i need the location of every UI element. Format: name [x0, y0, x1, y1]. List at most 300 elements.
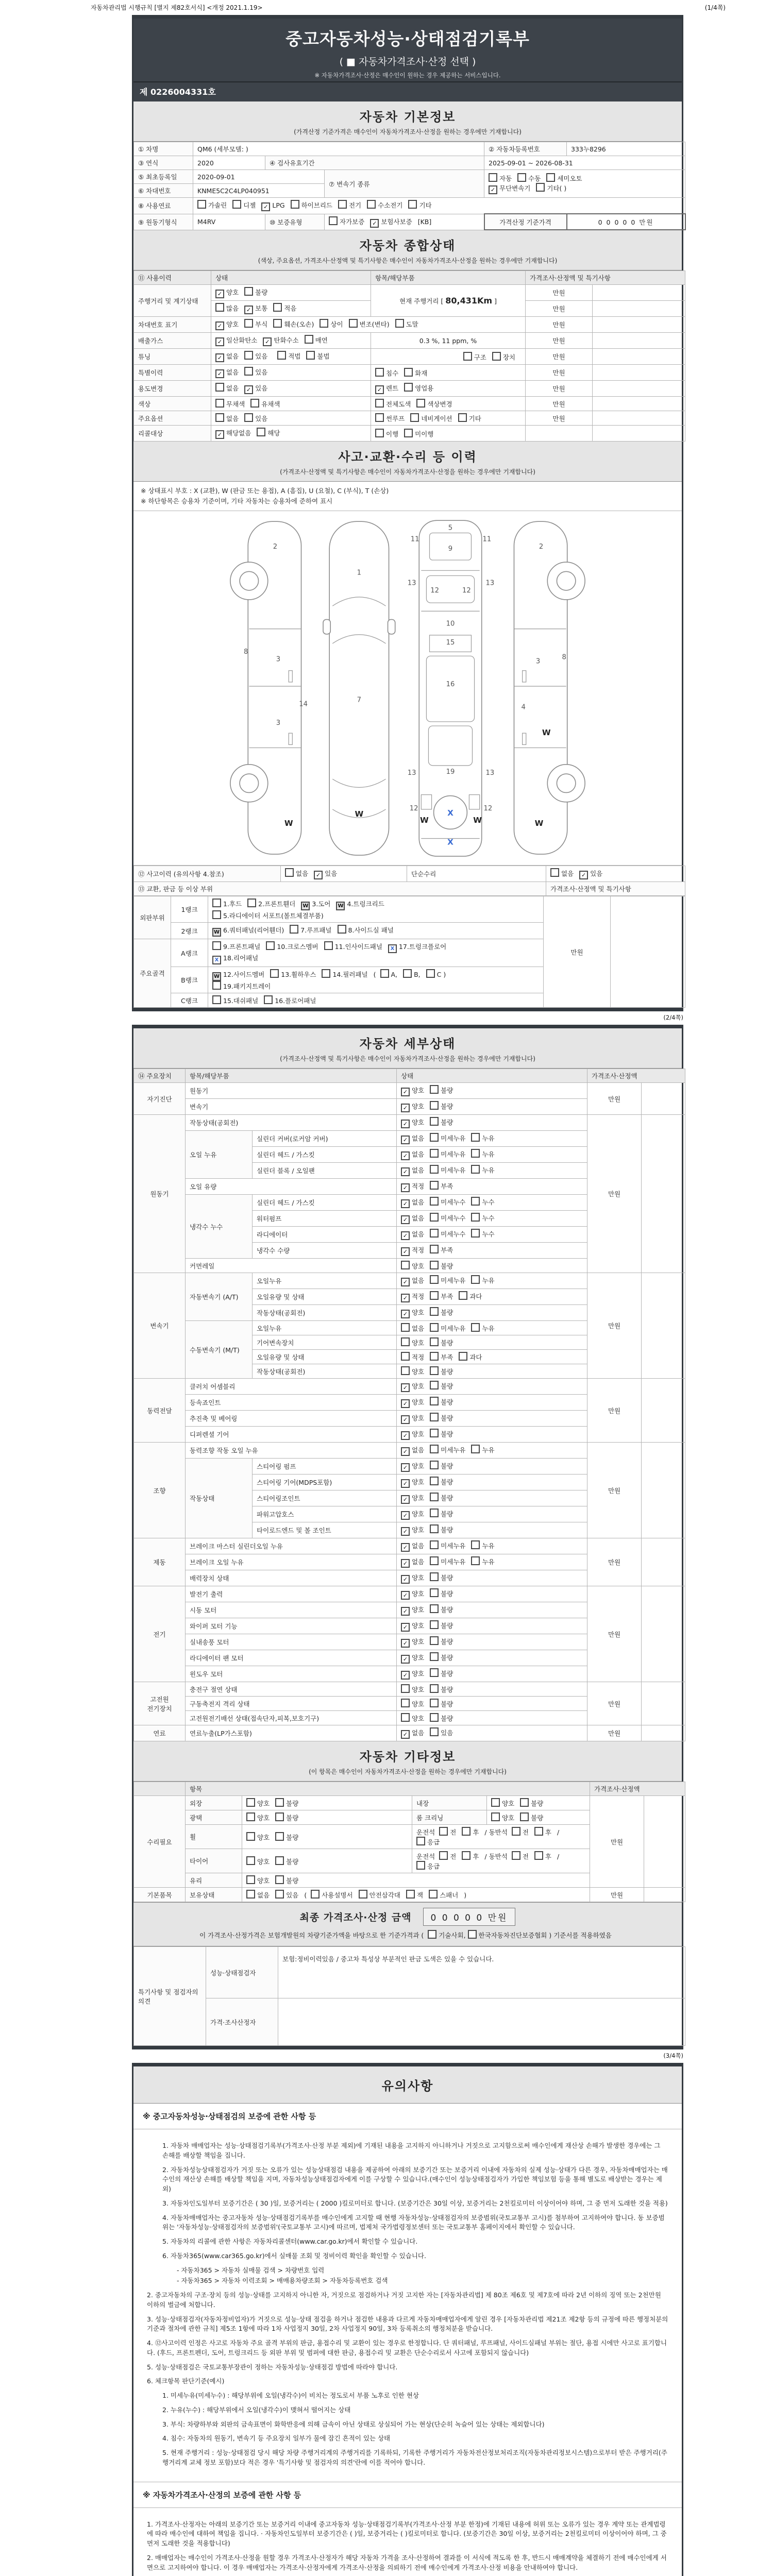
- checkbox[interactable]: [408, 200, 417, 209]
- checkbox-option[interactable]: [401, 1637, 424, 1648]
- checkbox[interactable]: [305, 335, 313, 344]
- checkbox[interactable]: [439, 1827, 448, 1836]
- checkbox-option[interactable]: [546, 173, 582, 183]
- checkbox-option[interactable]: [401, 1573, 424, 1584]
- checkbox-option[interactable]: [462, 1827, 479, 1837]
- checkbox-option[interactable]: [430, 1366, 453, 1376]
- checkbox-option[interactable]: [314, 869, 337, 879]
- checkbox-option[interactable]: [430, 1181, 453, 1191]
- checkbox[interactable]: [430, 1684, 439, 1693]
- checkbox[interactable]: [244, 287, 253, 296]
- checkbox-option[interactable]: [401, 1352, 424, 1362]
- checkbox[interactable]: [329, 216, 338, 225]
- checkbox[interactable]: [430, 1307, 439, 1316]
- checkbox[interactable]: [471, 1445, 480, 1453]
- checkbox[interactable]: [416, 1837, 425, 1845]
- checkbox-option[interactable]: [430, 1699, 453, 1708]
- checkbox-option[interactable]: [401, 1589, 424, 1600]
- checkbox-option[interactable]: [215, 287, 239, 298]
- checkbox[interactable]: [270, 969, 279, 978]
- checkbox-option[interactable]: [430, 1291, 453, 1301]
- checkbox[interactable]: [244, 319, 253, 328]
- checkbox[interactable]: [401, 1699, 410, 1707]
- checkbox-option[interactable]: [285, 868, 308, 878]
- checkbox[interactable]: [212, 995, 221, 1004]
- checkbox-option[interactable]: [401, 1669, 424, 1680]
- checkbox[interactable]: [375, 429, 384, 437]
- checkbox-option[interactable]: [275, 1890, 298, 1900]
- w-mark-checkbox[interactable]: W: [212, 928, 221, 937]
- checkbox[interactable]: [215, 413, 224, 422]
- checkbox[interactable]: [430, 1636, 439, 1645]
- checkbox-option[interactable]: [520, 1798, 543, 1808]
- checkbox[interactable]: [277, 351, 286, 360]
- checkbox-option[interactable]: [244, 303, 267, 314]
- checked-checkbox[interactable]: ✓: [401, 1671, 410, 1680]
- checkbox[interactable]: [404, 368, 413, 377]
- checkbox-option[interactable]: [404, 368, 427, 378]
- checkbox-option[interactable]: [215, 383, 239, 393]
- checkbox-option[interactable]: [404, 383, 433, 393]
- checkbox[interactable]: [212, 981, 221, 990]
- w-mark-checkbox[interactable]: W: [212, 972, 221, 981]
- checked-checkbox[interactable]: ✓: [401, 1639, 410, 1648]
- checkbox-option[interactable]: [401, 1197, 424, 1208]
- checkbox-option[interactable]: [430, 1165, 465, 1175]
- checked-checkbox[interactable]: ✓: [489, 185, 497, 194]
- checkbox-option[interactable]: [401, 1653, 424, 1664]
- checkbox[interactable]: [430, 1572, 439, 1581]
- checkbox[interactable]: [428, 1930, 436, 1939]
- checkbox-option[interactable]: [212, 910, 324, 920]
- checkbox[interactable]: [349, 319, 358, 328]
- checkbox-option[interactable]: [215, 413, 239, 423]
- checkbox[interactable]: [458, 413, 467, 422]
- checked-checkbox[interactable]: ✓: [215, 337, 224, 346]
- checkbox-option[interactable]: [401, 1493, 424, 1504]
- checkbox-option[interactable]: [212, 953, 258, 964]
- checkbox[interactable]: [215, 399, 224, 408]
- checkbox-option[interactable]: [212, 925, 284, 937]
- checked-checkbox[interactable]: ✓: [401, 1511, 410, 1520]
- checkbox-option[interactable]: [305, 335, 328, 345]
- checkbox[interactable]: [430, 1352, 439, 1361]
- checked-checkbox[interactable]: ✓: [215, 353, 224, 362]
- checkbox-option[interactable]: [401, 1728, 424, 1739]
- checked-checkbox[interactable]: ✓: [401, 1559, 410, 1568]
- checkbox-option[interactable]: [277, 351, 300, 361]
- checkbox[interactable]: [291, 200, 299, 209]
- checked-checkbox[interactable]: ✓: [401, 1199, 410, 1208]
- checkbox-option[interactable]: [246, 1890, 270, 1900]
- checkbox[interactable]: [416, 1861, 425, 1870]
- checked-checkbox[interactable]: ✓: [401, 1730, 410, 1739]
- checkbox[interactable]: [491, 1798, 500, 1807]
- checkbox[interactable]: [430, 1620, 439, 1629]
- checkbox-option[interactable]: [401, 1621, 424, 1632]
- checkbox-option[interactable]: [430, 1101, 453, 1111]
- checked-checkbox[interactable]: ✓: [401, 1591, 410, 1600]
- checkbox-option[interactable]: [491, 1812, 514, 1822]
- checked-checkbox[interactable]: ✓: [401, 1167, 410, 1176]
- checkbox-option[interactable]: [244, 413, 267, 423]
- checkbox-option[interactable]: [468, 1930, 547, 1940]
- checkbox-option[interactable]: [264, 995, 316, 1005]
- checkbox-option[interactable]: [246, 1856, 270, 1866]
- checkbox[interactable]: [471, 1165, 480, 1174]
- checkbox[interactable]: [534, 1827, 543, 1836]
- checkbox-option[interactable]: [322, 969, 367, 979]
- checkbox-option[interactable]: [401, 1165, 424, 1176]
- checkbox-option[interactable]: [338, 925, 394, 935]
- checkbox[interactable]: [520, 1798, 529, 1807]
- checkbox[interactable]: [429, 1890, 438, 1899]
- checkbox[interactable]: [322, 969, 330, 978]
- checkbox-option[interactable]: [246, 1798, 270, 1808]
- checkbox-option[interactable]: [520, 1812, 543, 1822]
- checkbox[interactable]: [215, 303, 224, 312]
- w-mark-checkbox[interactable]: W: [336, 902, 345, 910]
- checkbox[interactable]: [375, 413, 384, 422]
- checkbox-option[interactable]: [401, 1413, 424, 1424]
- checkbox-option[interactable]: [401, 1245, 424, 1256]
- checkbox[interactable]: [401, 1684, 410, 1693]
- checkbox[interactable]: [197, 200, 206, 209]
- checkbox-option[interactable]: [215, 399, 245, 409]
- checkbox-option[interactable]: [534, 1827, 551, 1837]
- checkbox-option[interactable]: [416, 1837, 440, 1846]
- checkbox-option[interactable]: [212, 941, 260, 951]
- checkbox-option[interactable]: [430, 1604, 453, 1614]
- checkbox-option[interactable]: [306, 351, 329, 361]
- checkbox-option[interactable]: [459, 1352, 482, 1362]
- checkbox[interactable]: [430, 1524, 439, 1533]
- checkbox-option[interactable]: [430, 1620, 453, 1630]
- checkbox-option[interactable]: [430, 1668, 453, 1678]
- checkbox-option[interactable]: [359, 1890, 400, 1900]
- checkbox-option[interactable]: [406, 1890, 423, 1900]
- checkbox[interactable]: [536, 183, 545, 192]
- checkbox-option[interactable]: [512, 1827, 529, 1837]
- checkbox-option[interactable]: [401, 1261, 424, 1270]
- checkbox[interactable]: [212, 910, 221, 919]
- checkbox[interactable]: [463, 352, 472, 361]
- checkbox[interactable]: [257, 428, 265, 436]
- checkbox-option[interactable]: [232, 200, 256, 210]
- checkbox[interactable]: [430, 1381, 439, 1389]
- checkbox-option[interactable]: [416, 1861, 440, 1871]
- checked-checkbox[interactable]: ✓: [314, 871, 323, 879]
- checkbox[interactable]: [375, 368, 384, 377]
- checked-checkbox[interactable]: ✓: [401, 1151, 410, 1160]
- x-mark-checkbox[interactable]: X: [212, 956, 221, 964]
- checkbox-option[interactable]: [430, 1085, 453, 1095]
- checkbox[interactable]: [246, 1875, 255, 1884]
- checkbox-option[interactable]: [439, 1827, 456, 1837]
- checkbox-option[interactable]: [367, 200, 402, 210]
- checkbox-option[interactable]: [197, 200, 227, 210]
- checkbox-option[interactable]: [471, 1275, 494, 1285]
- checked-checkbox[interactable]: ✓: [401, 1215, 410, 1224]
- checkbox-option[interactable]: [471, 1133, 494, 1143]
- checkbox[interactable]: [517, 173, 526, 182]
- checkbox[interactable]: [404, 383, 413, 392]
- checkbox-option[interactable]: [275, 1812, 298, 1822]
- checkbox[interactable]: [491, 1812, 500, 1821]
- checkbox-option[interactable]: [430, 1261, 453, 1270]
- checkbox[interactable]: [462, 1827, 470, 1836]
- checkbox-option[interactable]: [517, 173, 541, 183]
- checkbox-option[interactable]: [270, 969, 316, 979]
- checkbox-option[interactable]: [416, 399, 452, 409]
- checkbox-option[interactable]: [375, 383, 398, 394]
- checkbox[interactable]: [520, 1812, 529, 1821]
- checkbox-option[interactable]: [401, 1684, 424, 1694]
- checkbox[interactable]: [471, 1133, 480, 1142]
- checkbox-option[interactable]: [404, 429, 433, 438]
- checkbox-option[interactable]: [430, 1275, 465, 1285]
- checkbox-option[interactable]: [291, 200, 332, 210]
- checked-checkbox[interactable]: ✓: [215, 321, 224, 330]
- checked-checkbox[interactable]: ✓: [401, 1495, 410, 1504]
- checkbox-option[interactable]: [430, 1588, 453, 1598]
- checkbox-option[interactable]: [275, 1856, 298, 1866]
- checkbox-option[interactable]: [401, 1509, 424, 1520]
- checkbox[interactable]: [273, 319, 282, 328]
- checkbox[interactable]: [462, 1851, 470, 1860]
- checkbox[interactable]: [264, 995, 273, 1004]
- checkbox[interactable]: [430, 1668, 439, 1677]
- checked-checkbox[interactable]: ✓: [261, 202, 270, 211]
- checkbox-option[interactable]: [290, 925, 331, 935]
- checked-checkbox[interactable]: ✓: [370, 219, 379, 228]
- checkbox[interactable]: [471, 1323, 480, 1332]
- checked-checkbox[interactable]: ✓: [401, 1104, 410, 1112]
- checkbox-option[interactable]: [430, 1307, 453, 1317]
- checkbox-option[interactable]: [429, 1890, 458, 1900]
- checkbox[interactable]: [430, 1397, 439, 1405]
- checkbox[interactable]: [546, 173, 555, 182]
- checkbox[interactable]: [512, 1827, 520, 1836]
- checkbox[interactable]: [430, 1461, 439, 1469]
- checkbox[interactable]: [406, 1890, 415, 1899]
- checked-checkbox[interactable]: ✓: [401, 1623, 410, 1632]
- checkbox-option[interactable]: [489, 173, 512, 183]
- checkbox-option[interactable]: [388, 942, 446, 953]
- checked-checkbox[interactable]: ✓: [215, 430, 224, 439]
- checked-checkbox[interactable]: ✓: [401, 1399, 410, 1408]
- checkbox-option[interactable]: [273, 319, 314, 329]
- checkbox-option[interactable]: [489, 183, 530, 194]
- checkbox[interactable]: [244, 413, 253, 422]
- checkbox[interactable]: [430, 1366, 439, 1375]
- checked-checkbox[interactable]: ✓: [401, 1247, 410, 1256]
- checkbox[interactable]: [471, 1275, 480, 1284]
- checkbox-option[interactable]: [401, 1461, 424, 1472]
- checkbox-option[interactable]: [430, 1684, 453, 1694]
- checkbox-option[interactable]: [492, 352, 515, 362]
- checkbox-option[interactable]: [401, 1276, 424, 1286]
- checkbox[interactable]: [512, 1851, 520, 1860]
- checkbox[interactable]: [338, 200, 347, 209]
- checkbox[interactable]: [285, 868, 294, 877]
- checked-checkbox[interactable]: ✓: [401, 1278, 410, 1286]
- checkbox-option[interactable]: [261, 201, 284, 211]
- checkbox-option[interactable]: [430, 1213, 465, 1223]
- checkbox[interactable]: [290, 925, 298, 934]
- checkbox-option[interactable]: [349, 319, 390, 329]
- checkbox-option[interactable]: [247, 899, 295, 908]
- checkbox[interactable]: [215, 383, 224, 392]
- checkbox-option[interactable]: [401, 1229, 424, 1240]
- checked-checkbox[interactable]: ✓: [375, 385, 384, 394]
- checked-checkbox[interactable]: ✓: [401, 1088, 410, 1096]
- checkbox-option[interactable]: [401, 1292, 424, 1302]
- checked-checkbox[interactable]: ✓: [215, 290, 224, 298]
- checkbox-option[interactable]: [215, 303, 239, 313]
- checkbox[interactable]: [275, 1856, 284, 1865]
- checkbox-option[interactable]: [370, 217, 412, 228]
- checkbox-option[interactable]: [430, 1337, 453, 1347]
- checkbox-option[interactable]: [401, 1213, 424, 1224]
- checkbox-option[interactable]: [212, 995, 258, 1005]
- checkbox-option[interactable]: [430, 1229, 465, 1239]
- checkbox-option[interactable]: [401, 1699, 424, 1708]
- checkbox-option[interactable]: [401, 1323, 424, 1333]
- checkbox-option[interactable]: [401, 1541, 424, 1552]
- checkbox[interactable]: [430, 1245, 439, 1253]
- checkbox[interactable]: [430, 1275, 439, 1284]
- checkbox[interactable]: [401, 1713, 410, 1722]
- checkbox[interactable]: [430, 1727, 439, 1736]
- checkbox-option[interactable]: [380, 969, 398, 978]
- checkbox-option[interactable]: [244, 383, 267, 394]
- checkbox-option[interactable]: [430, 1197, 465, 1207]
- checkbox[interactable]: [306, 351, 315, 360]
- checkbox-option[interactable]: [215, 428, 251, 439]
- checkbox-option[interactable]: [275, 1875, 298, 1885]
- checkbox-option[interactable]: [428, 1930, 465, 1940]
- checkbox-option[interactable]: [471, 1445, 494, 1454]
- checkbox[interactable]: [380, 969, 389, 978]
- checkbox[interactable]: [246, 1856, 255, 1865]
- checkbox-option[interactable]: [430, 1727, 453, 1737]
- checkbox-option[interactable]: [430, 1477, 453, 1486]
- checkbox-option[interactable]: [250, 399, 280, 409]
- checkbox[interactable]: [244, 351, 253, 360]
- checkbox[interactable]: [430, 1149, 439, 1158]
- checkbox-option[interactable]: [212, 970, 264, 981]
- checkbox[interactable]: [489, 173, 497, 182]
- checkbox[interactable]: [338, 925, 346, 934]
- checked-checkbox[interactable]: ✓: [244, 385, 253, 394]
- checked-checkbox[interactable]: ✓: [401, 1120, 410, 1128]
- checkbox[interactable]: [212, 899, 221, 907]
- checkbox[interactable]: [471, 1149, 480, 1158]
- checkbox-option[interactable]: [401, 1181, 424, 1192]
- checkbox[interactable]: [471, 1540, 480, 1549]
- checkbox[interactable]: [247, 899, 256, 907]
- checkbox-option[interactable]: [430, 1245, 453, 1255]
- checkbox[interactable]: [416, 399, 425, 408]
- checkbox-option[interactable]: [212, 899, 242, 908]
- checkbox-option[interactable]: [408, 200, 431, 210]
- checkbox-option[interactable]: [266, 941, 318, 951]
- checkbox-option[interactable]: [462, 1851, 479, 1861]
- checked-checkbox[interactable]: ✓: [401, 1415, 410, 1424]
- checkbox-option[interactable]: [471, 1556, 494, 1566]
- checkbox[interactable]: [250, 399, 259, 408]
- checkbox-option[interactable]: [471, 1540, 494, 1550]
- checkbox[interactable]: [430, 1229, 439, 1238]
- checkbox[interactable]: [430, 1261, 439, 1269]
- checkbox[interactable]: [401, 1352, 410, 1361]
- checkbox[interactable]: [430, 1213, 439, 1222]
- checkbox-option[interactable]: [401, 1381, 424, 1392]
- checkbox[interactable]: [471, 1197, 480, 1206]
- checkbox-option[interactable]: [395, 319, 418, 329]
- checkbox[interactable]: [266, 941, 275, 950]
- checked-checkbox[interactable]: ✓: [401, 1183, 410, 1192]
- checkbox[interactable]: [439, 1851, 448, 1860]
- checkbox-option[interactable]: [536, 183, 566, 193]
- checkbox[interactable]: [426, 969, 435, 978]
- checkbox[interactable]: [275, 1812, 284, 1821]
- checkbox[interactable]: [430, 1509, 439, 1517]
- checkbox[interactable]: [246, 1798, 255, 1807]
- checkbox-option[interactable]: [246, 1832, 270, 1842]
- checkbox[interactable]: [311, 1890, 320, 1899]
- checkbox-option[interactable]: [401, 1133, 424, 1144]
- checkbox-option[interactable]: [244, 287, 267, 297]
- checkbox-option[interactable]: [401, 1445, 424, 1456]
- checkbox-option[interactable]: [336, 899, 384, 910]
- checkbox[interactable]: [430, 1117, 439, 1126]
- checkbox[interactable]: [430, 1291, 439, 1300]
- checkbox-option[interactable]: [430, 1352, 453, 1362]
- checkbox-option[interactable]: [463, 352, 486, 362]
- checkbox[interactable]: [430, 1165, 439, 1174]
- checkbox-option[interactable]: [401, 1713, 424, 1723]
- checked-checkbox[interactable]: ✓: [401, 1463, 410, 1472]
- checkbox[interactable]: [430, 1181, 439, 1190]
- checkbox[interactable]: [244, 367, 253, 376]
- checkbox-option[interactable]: [430, 1149, 465, 1159]
- checkbox[interactable]: [492, 352, 501, 361]
- checkbox[interactable]: [534, 1851, 543, 1860]
- checkbox-option[interactable]: [439, 1851, 456, 1861]
- checkbox-option[interactable]: [430, 1713, 453, 1723]
- checked-checkbox[interactable]: ✓: [401, 1310, 410, 1318]
- checkbox[interactable]: [430, 1477, 439, 1485]
- checkbox-option[interactable]: [491, 1798, 514, 1808]
- checkbox-option[interactable]: [320, 319, 343, 329]
- checkbox-option[interactable]: [401, 1477, 424, 1488]
- checkbox-option[interactable]: [244, 319, 267, 329]
- checkbox-option[interactable]: [430, 1509, 453, 1518]
- checkbox-option[interactable]: [215, 367, 239, 378]
- checkbox-option[interactable]: [375, 429, 398, 438]
- checked-checkbox[interactable]: ✓: [401, 1136, 410, 1144]
- checkbox-option[interactable]: [430, 1524, 453, 1534]
- checkbox-option[interactable]: [430, 1493, 453, 1502]
- checkbox-option[interactable]: [246, 1812, 270, 1822]
- checked-checkbox[interactable]: ✓: [401, 1543, 410, 1552]
- checkbox-option[interactable]: [401, 1397, 424, 1408]
- checkbox-option[interactable]: [430, 1652, 453, 1662]
- checkbox-option[interactable]: [324, 941, 382, 951]
- checkbox[interactable]: [375, 399, 384, 408]
